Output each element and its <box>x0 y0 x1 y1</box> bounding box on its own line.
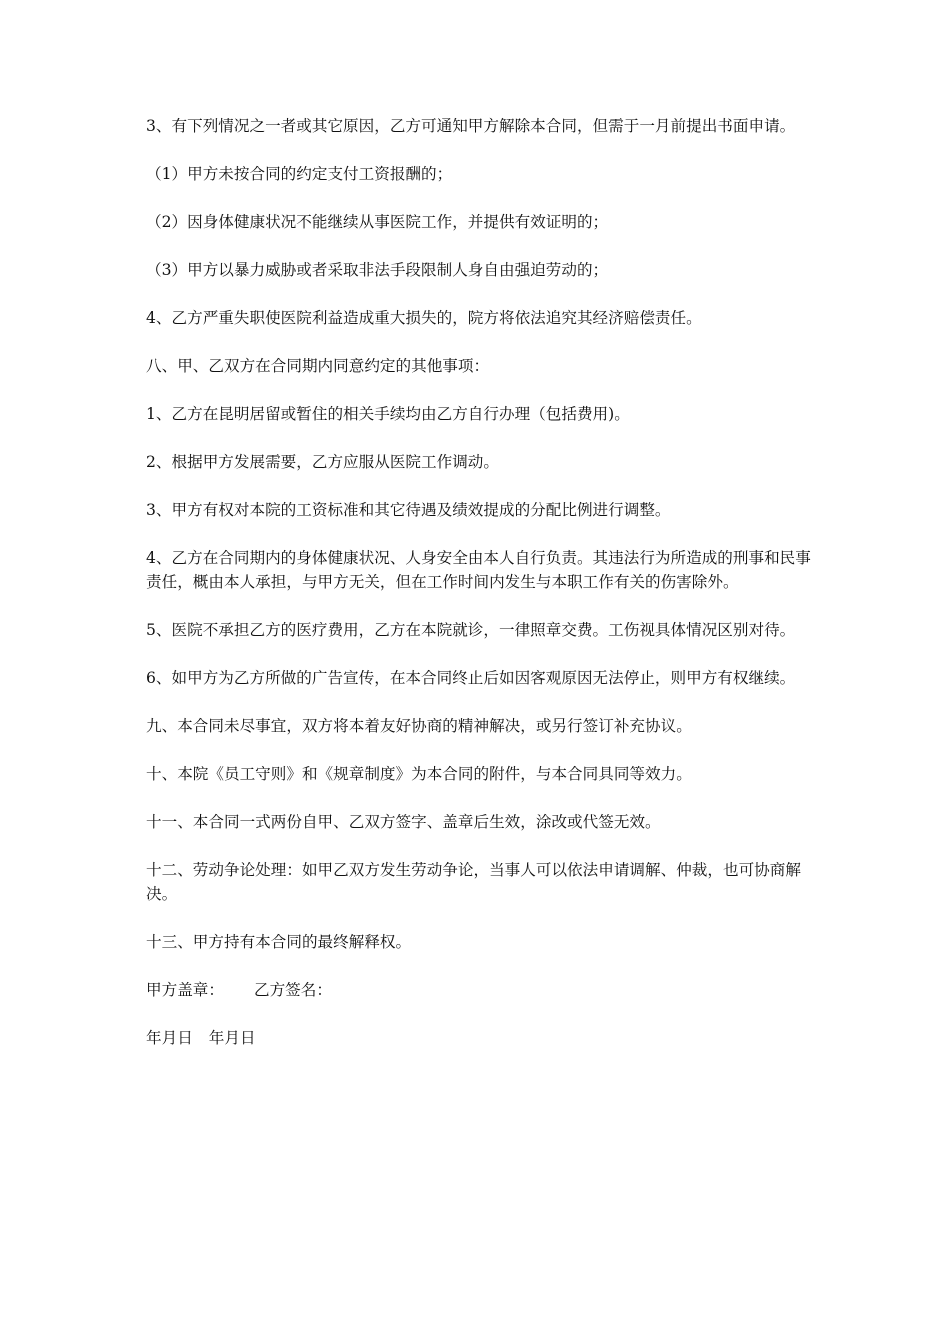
section-heading-thirteen: 十三、甲方持有本合同的最终解释权。 <box>146 933 412 951</box>
section-heading-eight: 八、甲、乙双方在合同期内同意约定的其他事项： <box>146 357 490 375</box>
paragraph-advertising: 6、如甲方为乙方所做的广告宣传，在本合同终止后如因客观原因无法停止，则甲方有权继续。 <box>146 669 796 687</box>
party-b-date-label: 年月日 <box>208 1029 256 1047</box>
contract-page <box>146 114 814 1074</box>
paragraph-clause-1: （1）甲方未按合同的约定支付工资报酬的； <box>146 165 453 183</box>
paragraph-transfer: 2、根据甲方发展需要，乙方应服从医院工作调动。 <box>146 453 499 471</box>
party-a-seal-label: 甲方盖章： <box>146 981 224 999</box>
section-heading-nine: 九、本合同未尽事宜，双方将本着友好协商的精神解决，或另行签订补充协议。 <box>146 717 692 735</box>
paragraph-salary-adjustment: 3、甲方有权对本院的工资标准和其它待遇及绩效提成的分配比例进行调整。 <box>146 501 671 519</box>
paragraph-negligence: 4、乙方严重失职使医院利益造成重大损失的，院方将依法追究其经济赔偿责任。 <box>146 309 702 327</box>
section-heading-eleven: 十一、本合同一式两份自甲、乙双方签字、盖章后生效，涂改或代签无效。 <box>146 813 661 831</box>
party-a-date-label: 年月日 <box>146 1029 193 1047</box>
party-b-signature-label: 乙方签名： <box>253 981 332 999</box>
paragraph-medical-expenses: 5、医院不承担乙方的医疗费用，乙方在本院就诊，一律照章交费。工伤视具体情况区别对待。 <box>146 621 796 639</box>
paragraph-clause-3: （3）甲方以暴力威胁或者采取非法手段限制人身自由强迫劳动的； <box>146 261 609 279</box>
date-row <box>146 1026 814 1050</box>
signature-row <box>146 978 814 1002</box>
section-heading-twelve: 十二、劳动争论处理：如甲乙双方发生劳动争论，当事人可以依法申请调解、仲裁，也可协商解决。 <box>146 861 801 903</box>
paragraph-residence: 1、乙方在昆明居留或暂住的相关手续均由乙方自行办理（包括费用)。 <box>146 405 630 423</box>
paragraph-clause-2: （2）因身体健康状况不能继续从事医院工作，并提供有效证明的； <box>146 213 609 231</box>
paragraph-termination-by-b: 3、有下列情况之一者或其它原因，乙方可通知甲方解除本合同，但需于一月前提出书面申请。 <box>146 117 796 135</box>
paragraph-health-safety: 4、乙方在合同期内的身体健康状况、人身安全由本人自行负责。其违法行为所造成的刑事和民事责任，概由本人承担，与甲方无关，但在工作时间内发生与本职工作有关的伤害除外。 <box>146 549 811 591</box>
section-heading-ten: 十、本院《员工守则》和《规章制度》为本合同的附件，与本合同具同等效力。 <box>146 765 692 783</box>
